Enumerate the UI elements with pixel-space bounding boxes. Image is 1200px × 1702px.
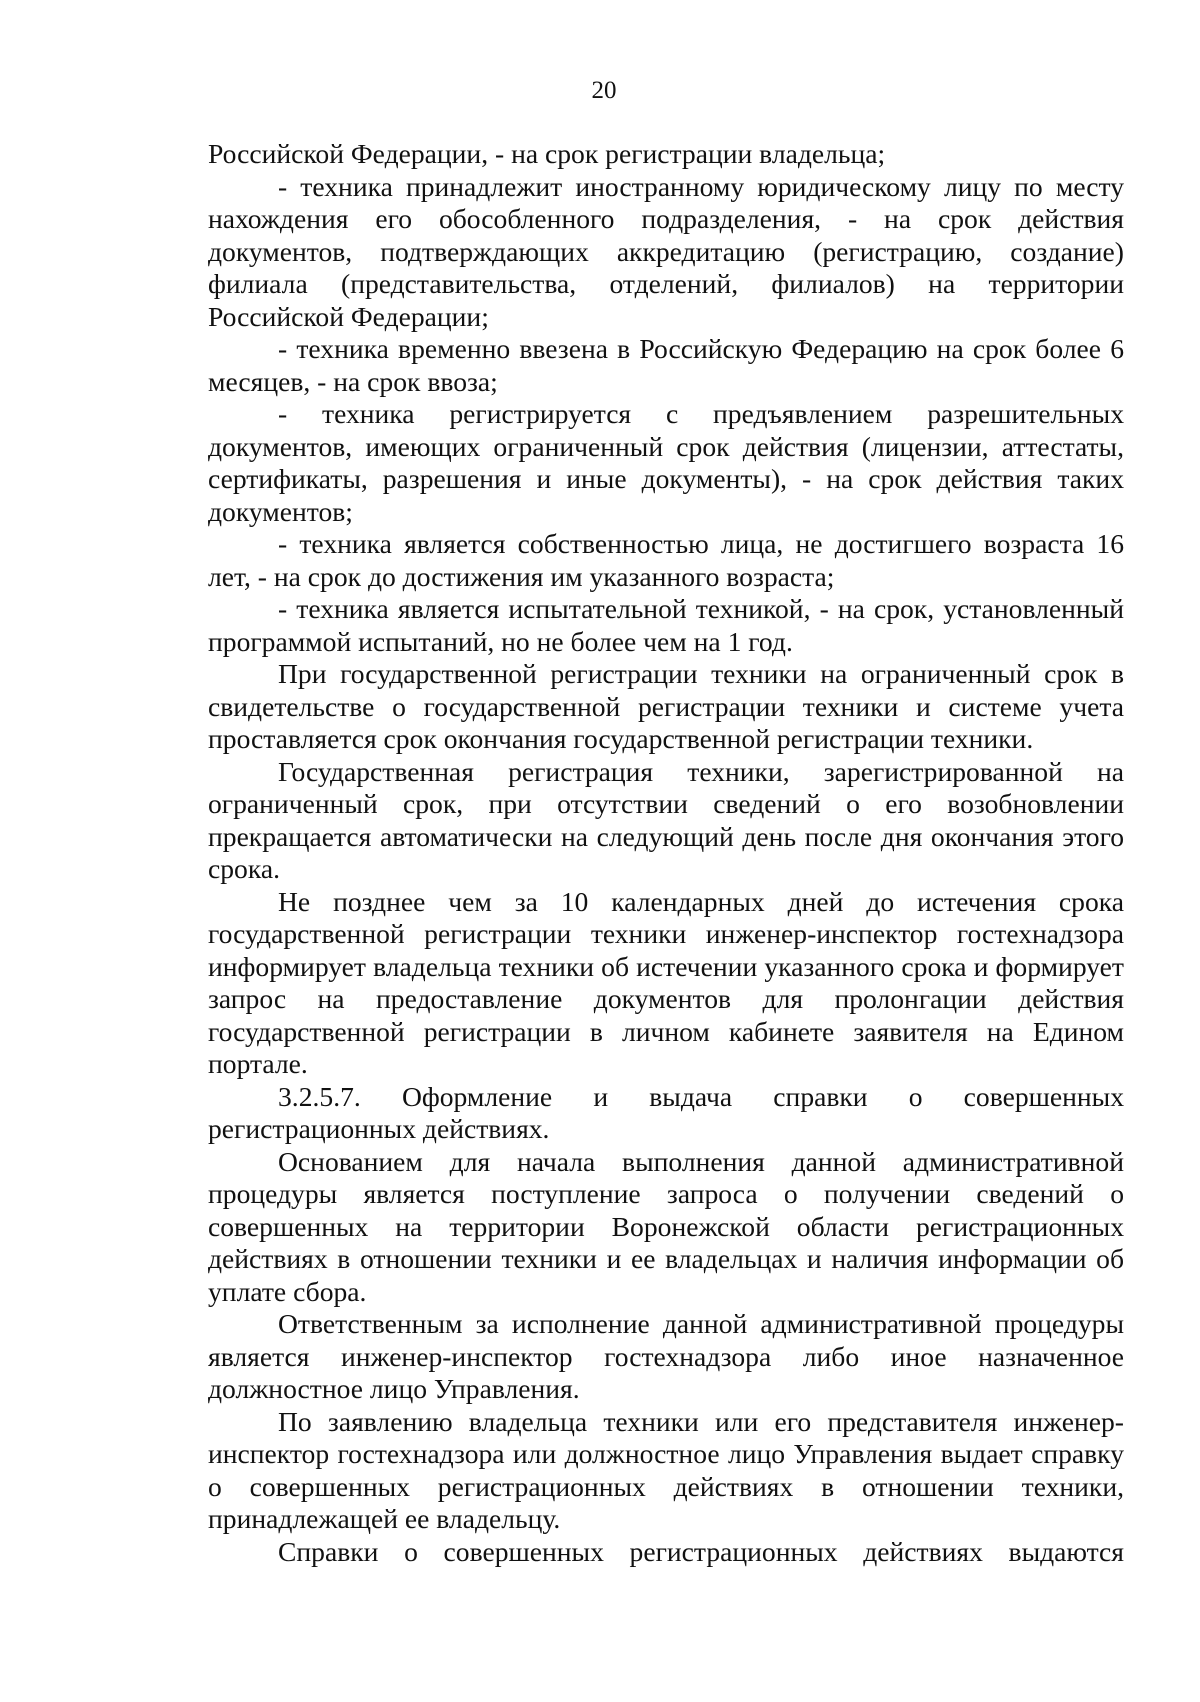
paragraph: По заявлению владельца техники или его представителя инженер-инспектор гостехнадзора или должностное лицо Управления выдает справку о совершенных регистрационных действиях в отношении техники, принадлежащей ее владельцу. (208, 1405, 1124, 1534)
page-number-text: 20 (591, 77, 617, 104)
paragraph: При государственной регистрации техники на ограниченный срок в свидетельстве о государственной регистрации техники и системе учета проставляется срок окончания государственной регистрации техники. (208, 658, 1124, 754)
paragraph: Ответственным за исполнение данной административной процедуры является инженер-инспектор гостехнадзора либо иное назначенное должностное лицо Управления. (208, 1308, 1124, 1404)
page-number (0, 76, 1200, 106)
paragraph: - техника является собственностью лица, не достигшего возраста 16 лет, - на срок до достижения им указанного возраста; (208, 528, 1124, 592)
paragraph: 3.2.5.7. Оформление и выдача справки о совершенных регистрационных действиях. (208, 1080, 1124, 1144)
paragraph: - техника временно ввезена в Российскую Федерацию на срок более 6 месяцев, - на срок ввоза; (208, 333, 1124, 397)
paragraph: Российской Федерации, - на срок регистрации владельца; (208, 138, 886, 169)
paragraph: Не позднее чем за 10 календарных дней до истечения срока государственной регистрации техники инженер-инспектор гостехнадзора информирует владельца техники об истечении указанного срока и формирует запрос на предоставление документов для пролонгации действия государственной регистрации в личном кабинете заявителя на Едином портале. (208, 885, 1124, 1079)
paragraph: Государственная регистрация техники, зарегистрированной на ограниченный срок, при отсутствии сведений о его возобновлении прекращается автоматически на следующий день после дня окончания этого срока. (208, 755, 1124, 884)
paragraph: - техника принадлежит иностранному юридическому лицу по месту нахождения его обособленного подразделения, - на срок действия документов, подтверждающих аккредитацию (регистрацию, создание) филиала (представительства, отделений, филиалов) на территории Российской Федерации; (208, 170, 1124, 332)
paragraph: Справки о совершенных регистрационных действиях выдаются (278, 1535, 1124, 1567)
paragraph: - техника регистрируется с предъявлением разрешительных документов, имеющих ограниченный срок действия (лицензии, аттестаты, сертификаты, разрешения и иные документы), - на срок действия таких документов; (208, 398, 1124, 527)
paragraph: Основанием для начала выполнения данной административной процедуры является поступление запроса о получении сведений о совершенных на территории Воронежской области регистрационных действиях в отношении техники и ее владельцах и наличия информации об уплате сбора. (208, 1145, 1124, 1307)
paragraph: - техника является испытательной техникой, - на срок, установленный программой испытаний, но не более чем на 1 год. (208, 593, 1124, 657)
document-body (208, 138, 1124, 1568)
